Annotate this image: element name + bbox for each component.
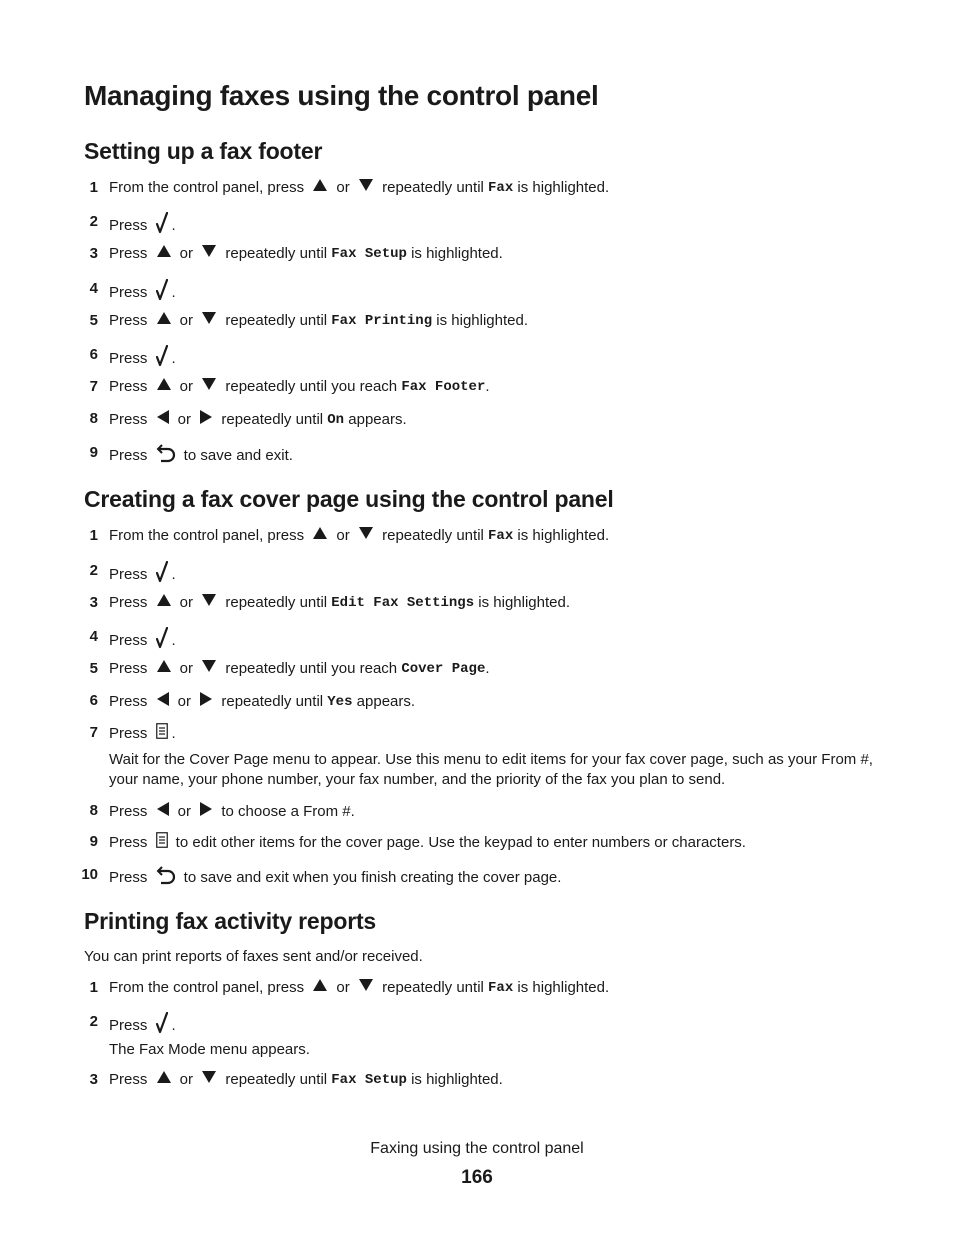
- down-arrow-icon: [201, 659, 217, 679]
- left-arrow-icon: [156, 691, 170, 713]
- step-text: is highlighted.: [513, 979, 610, 996]
- step-text: repeatedly until you reach: [221, 378, 402, 395]
- checkmark-select-icon: [156, 279, 168, 307]
- step-text: Press: [109, 834, 152, 851]
- checkmark-select-icon: [156, 627, 168, 655]
- checkmark-select-icon: [156, 345, 168, 373]
- step-text: repeatedly until: [217, 693, 328, 710]
- step-text: repeatedly until: [217, 411, 328, 428]
- menu-item-code: Fax: [488, 980, 514, 996]
- step-text: appears.: [352, 693, 416, 710]
- step-text: is highlighted.: [513, 527, 610, 544]
- footer-title: Faxing using the control panel: [370, 1140, 584, 1157]
- page-number: 166: [461, 1167, 493, 1188]
- menu-item-code: Fax Footer: [401, 379, 486, 395]
- step-text: repeatedly until: [377, 979, 489, 996]
- step-text: repeatedly until: [377, 527, 489, 544]
- step-text: Press: [109, 1017, 152, 1034]
- right-arrow-icon: [199, 801, 213, 823]
- reports-step-2-note: The Fax Mode menu appears.: [109, 1041, 310, 1058]
- step-text: to choose a From #.: [217, 803, 355, 820]
- step-text: Press: [109, 378, 152, 395]
- section-heading-cover-page: Creating a fax cover page using the control panel: [84, 486, 614, 512]
- step-number: 3: [89, 1071, 98, 1088]
- step-number: 2: [89, 1013, 98, 1030]
- page-title: Managing faxes using the control panel: [84, 80, 599, 111]
- down-arrow-icon: [201, 311, 217, 331]
- up-arrow-icon: [156, 377, 172, 397]
- step-text: or: [175, 594, 198, 611]
- step-text: Press: [109, 1071, 152, 1088]
- down-arrow-icon: [201, 1070, 217, 1090]
- step-text: Press: [109, 284, 152, 301]
- step-text: .: [171, 725, 176, 742]
- step-text: .: [485, 660, 490, 677]
- step-number: 7: [89, 378, 98, 395]
- down-arrow-icon: [201, 377, 217, 397]
- up-arrow-icon: [156, 1070, 172, 1090]
- step-number: 2: [89, 213, 98, 230]
- step-text: Press: [109, 411, 152, 428]
- step-text: Press: [109, 693, 152, 710]
- step-text: Press: [109, 350, 152, 367]
- step-text: or: [173, 803, 196, 820]
- step-text: Press: [109, 725, 152, 742]
- step-number: 9: [89, 444, 98, 461]
- step-text: repeatedly until you reach: [221, 660, 402, 677]
- menu-item-code: Cover Page: [401, 661, 486, 677]
- step-text: Press: [109, 869, 152, 886]
- step-number: 6: [89, 346, 98, 363]
- up-arrow-icon: [156, 244, 172, 264]
- step-text: or: [332, 179, 354, 196]
- step-number: 1: [89, 979, 98, 996]
- back-arrow-icon: [156, 865, 176, 891]
- step-text: to save and exit.: [179, 447, 293, 464]
- step-text: to save and exit when you finish creating the cover page.: [179, 869, 562, 886]
- down-arrow-icon: [358, 978, 374, 998]
- step-text: .: [171, 350, 176, 367]
- step-text: is highlighted.: [432, 312, 529, 329]
- right-arrow-icon: [199, 409, 213, 431]
- step-text: or: [332, 527, 354, 544]
- step-text: Press: [109, 594, 152, 611]
- section-heading-activity-reports: Printing fax activity reports: [84, 908, 376, 934]
- checkmark-select-icon: [156, 561, 168, 589]
- checkmark-select-icon: [156, 1012, 168, 1040]
- step-number: 9: [89, 833, 98, 850]
- step-number: 1: [89, 527, 98, 544]
- down-arrow-icon: [201, 244, 217, 264]
- step-text: or: [173, 411, 196, 428]
- step-text: Press: [109, 660, 152, 677]
- step-text: or: [175, 1071, 198, 1088]
- right-arrow-icon: [199, 691, 213, 713]
- step-number: 8: [89, 410, 98, 427]
- menu-item-code: Fax: [488, 180, 514, 196]
- back-arrow-icon: [156, 443, 176, 469]
- step-text: .: [171, 632, 176, 649]
- step-text: is highlighted.: [474, 594, 571, 611]
- step-number: 5: [89, 312, 98, 329]
- step-text: is highlighted.: [406, 1071, 503, 1088]
- step-text: to edit other items for the cover page. Use the keypad to enter numbers or characters.: [171, 834, 746, 851]
- step-text: or: [175, 378, 198, 395]
- step-text: Press: [109, 245, 152, 262]
- step-text: is highlighted.: [513, 179, 610, 196]
- step-text: or: [173, 693, 196, 710]
- menu-list-icon: [156, 832, 168, 854]
- down-arrow-icon: [201, 593, 217, 613]
- step-text: .: [171, 566, 176, 583]
- up-arrow-icon: [156, 659, 172, 679]
- step-text: repeatedly until: [221, 245, 332, 262]
- section-intro: You can print reports of faxes sent and/or received.: [84, 948, 423, 965]
- step-text: .: [171, 217, 176, 234]
- step-text: is highlighted.: [406, 245, 503, 262]
- menu-list-icon: [156, 723, 168, 745]
- step-text: repeatedly until: [221, 594, 332, 611]
- step-number: 5: [89, 660, 98, 677]
- step-text: repeatedly until: [221, 1071, 332, 1088]
- up-arrow-icon: [156, 311, 172, 331]
- step-text: Press: [109, 217, 152, 234]
- down-arrow-icon: [358, 178, 374, 198]
- cover-step-7-note: Wait for the Cover Page menu to appear. Use this menu to edit items for your fax cover page, such as your From #, your name, your phone number, your fax number, and the priority of the fax you plan to send.: [109, 751, 873, 788]
- menu-item-code: Fax Printing: [331, 313, 433, 329]
- step-number: 8: [89, 802, 98, 819]
- up-arrow-icon: [156, 593, 172, 613]
- step-number: 1: [89, 179, 98, 196]
- step-text: repeatedly until: [221, 312, 332, 329]
- menu-item-code: Yes: [327, 694, 353, 710]
- step-text: .: [171, 284, 176, 301]
- step-text: or: [175, 312, 198, 329]
- step-text: From the control panel, press: [109, 179, 309, 196]
- up-arrow-icon: [312, 178, 328, 198]
- step-text: appears.: [344, 411, 407, 428]
- menu-item-code: Fax Setup: [331, 1072, 407, 1088]
- step-number: 4: [89, 628, 98, 645]
- step-text: From the control panel, press: [109, 527, 309, 544]
- step-text: .: [171, 1017, 176, 1034]
- step-number: 7: [89, 724, 98, 741]
- step-text: .: [485, 378, 490, 395]
- step-text: Press: [109, 312, 152, 329]
- step-number: 4: [89, 280, 98, 297]
- menu-item-code: Fax: [488, 528, 514, 544]
- down-arrow-icon: [358, 526, 374, 546]
- section-heading-fax-footer: Setting up a fax footer: [84, 138, 323, 164]
- step-number: 10: [81, 866, 98, 883]
- menu-item-code: On: [327, 412, 345, 428]
- step-text: Press: [109, 566, 152, 583]
- up-arrow-icon: [312, 526, 328, 546]
- left-arrow-icon: [156, 801, 170, 823]
- menu-item-code: Edit Fax Settings: [331, 595, 475, 611]
- checkmark-select-icon: [156, 212, 168, 240]
- up-arrow-icon: [312, 978, 328, 998]
- step-text: or: [332, 979, 354, 996]
- step-text: Press: [109, 632, 152, 649]
- step-text: repeatedly until: [377, 179, 489, 196]
- step-text: or: [175, 660, 198, 677]
- menu-item-code: Fax Setup: [331, 246, 407, 262]
- step-text: From the control panel, press: [109, 979, 309, 996]
- step-number: 3: [89, 594, 98, 611]
- step-text: or: [175, 245, 198, 262]
- left-arrow-icon: [156, 409, 170, 431]
- step-text: Press: [109, 447, 152, 464]
- step-number: 6: [89, 692, 98, 709]
- step-number: 2: [89, 562, 98, 579]
- step-text: Press: [109, 803, 152, 820]
- step-number: 3: [89, 245, 98, 262]
